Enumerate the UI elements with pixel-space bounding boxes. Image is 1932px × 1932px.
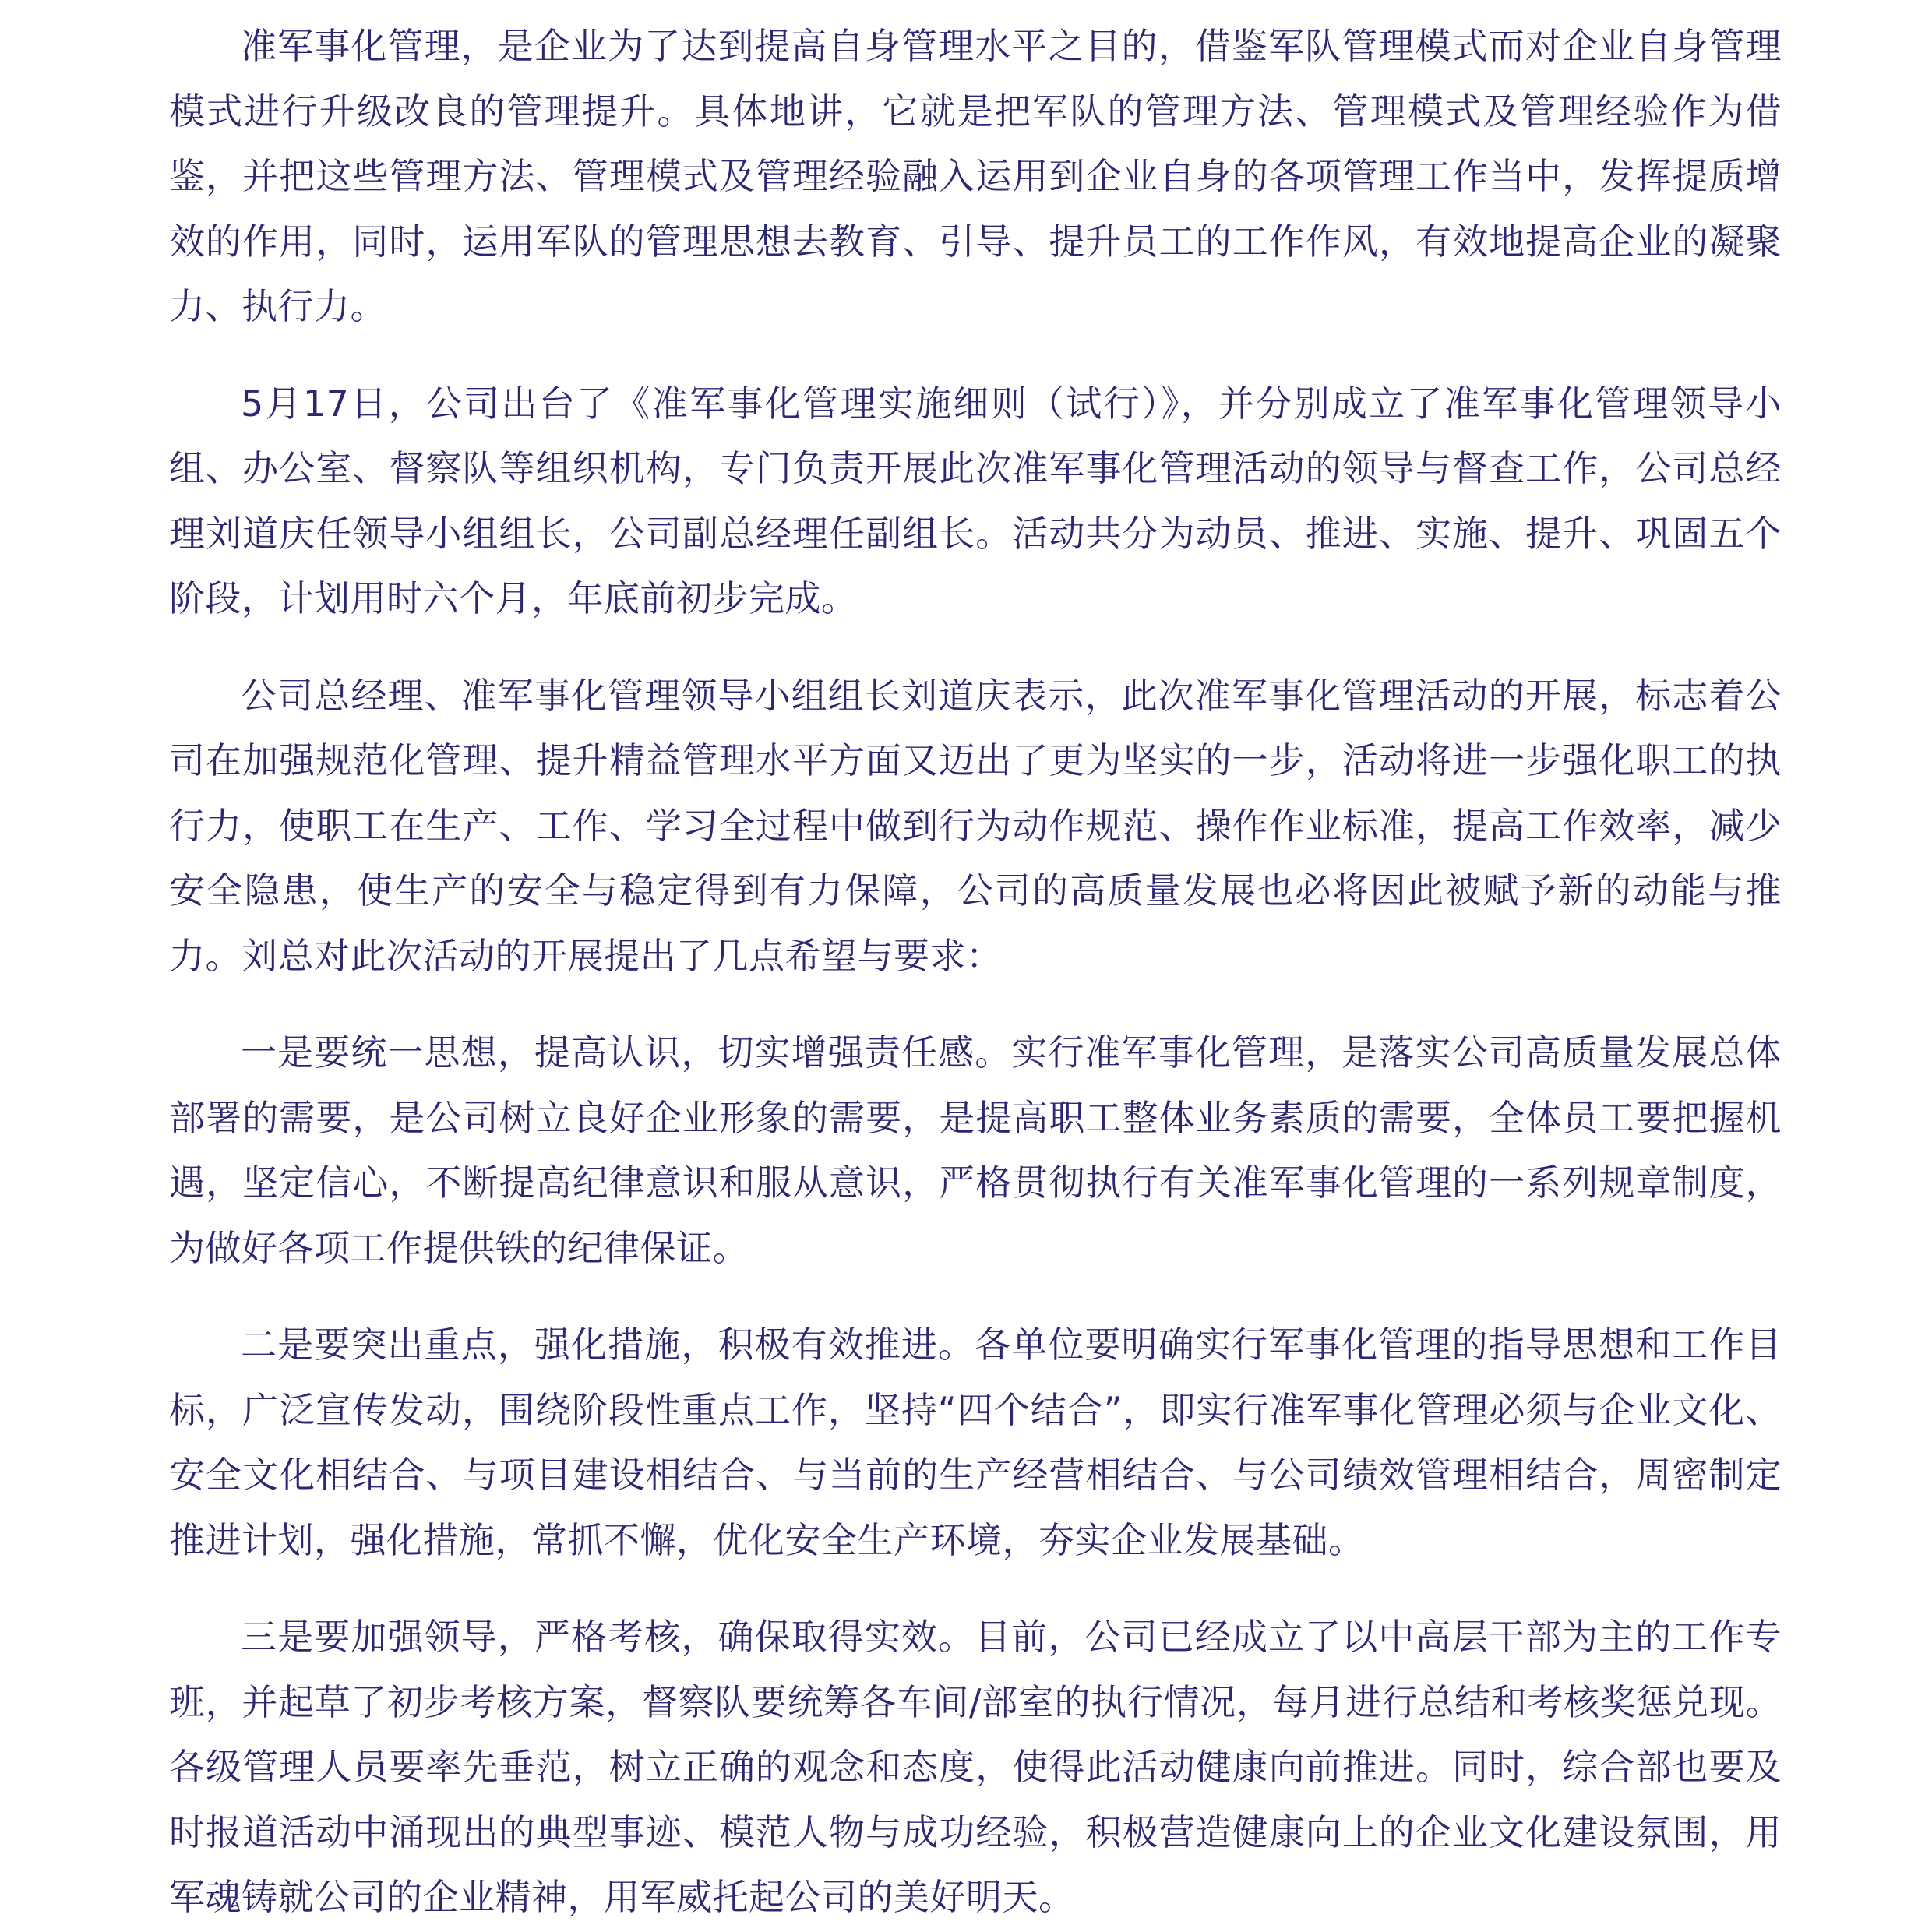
paragraph-intro: 准军事化管理，是企业为了达到提高自身管理水平之目的，借鉴军队管理模式而对企业自身管理模式进行升级改良的管理提升。具体地讲，它就是把军队的管理方法、管理模式及管理经验作为借鉴，并把这些管理方法、管理模式及管理经验融入运用到企业自身的各项管理工作当中，发挥提质增效的作用，同时，运用军队的管理思想去教育、引导、提升员工的工作作风，有效地提高企业的凝聚力、执行力。 [169,25,1782,327]
paragraph-requirement-three: 三是要加强领导，严格考核，确保取得实效。目前，公司已经成立了以中高层干部为主的工作专班，并起草了初步考核方案，督察队要统筹各车间/部室的执行情况，每月进行总结和考核奖惩兑现。各级管理人员要率先垂范，树立正确的观念和态度，使得此活动健康向前推进。同时，综合部也要及时报道活动中涌现出的典型事迹、模范人物与成功经验，积极营造健康向上的企业文化建设氛围，用军魂铸就公司的企业精神，用军威托起公司的美好明天。 [169,1616,1782,1918]
article-body [169,14,1782,1930]
paragraph-implementation-rules: 5月17日，公司出台了《准军事化管理实施细则（试行）》，并分别成立了准军事化管理领导小组、办公室、督察队等组织机构，专门负责开展此次准军事化管理活动的领导与督查工作，公司总经理刘道庆任领导小组组长，公司副总经理任副组长。活动共分为动员、推进、实施、提升、巩固五个阶段，计划用时六个月，年底前初步完成。 [169,382,1782,619]
paragraph-general-manager-statement: 公司总经理、准军事化管理领导小组组长刘道庆表示，此次准军事化管理活动的开展，标志着公司在加强规范化管理、提升精益管理水平方面又迈出了更为坚实的一步，活动将进一步强化职工的执行力，使职工在生产、工作、学习全过程中做到行为动作规范、操作作业标准，提高工作效率，减少安全隐患，使生产的安全与稳定得到有力保障，公司的高质量发展也必将因此被赋予新的动能与推力。刘总对此次活动的开展提出了几点希望与要求： [169,674,1782,977]
paragraph-requirement-two: 二是要突出重点，强化措施，积极有效推进。各单位要明确实行军事化管理的指导思想和工作目标，广泛宣传发动，围绕阶段性重点工作，坚持“四个结合”，即实行准军事化管理必须与企业文化、安全文化相结合、与项目建设相结合、与当前的生产经营相结合、与公司绩效管理相结合，周密制定推进计划，强化措施，常抓不懈，优化安全生产环境，夯实企业发展基础。 [169,1324,1782,1561]
paragraph-requirement-one: 一是要统一思想，提高认识，切实增强责任感。实行准军事化管理，是落实公司高质量发展总体部署的需要，是公司树立良好企业形象的需要，是提高职工整体业务素质的需要，全体员工要把握机遇，坚定信心，不断提高纪律意识和服从意识，严格贯彻执行有关准军事化管理的一系列规章制度，为做好各项工作提供铁的纪律保证。 [169,1031,1782,1269]
